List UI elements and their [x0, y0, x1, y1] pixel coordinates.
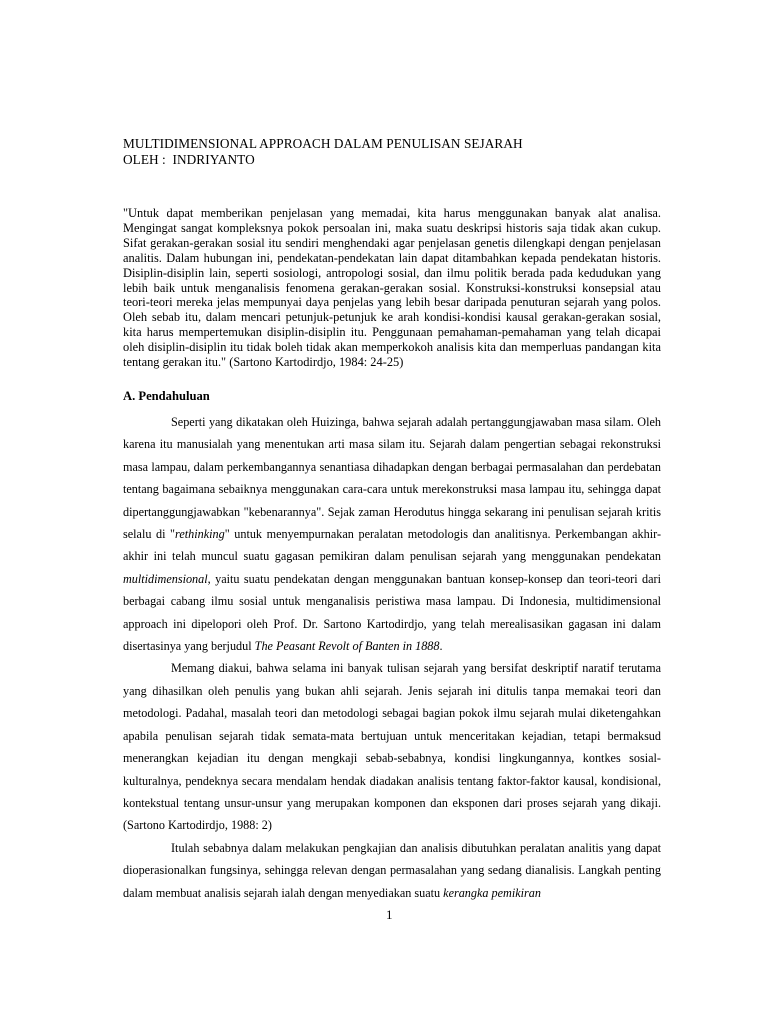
paragraph-3-italic-kerangka: kerangka pemikiran [443, 885, 541, 900]
paragraph-1-part-c: , yaitu suatu pendekatan dengan menggunakan bantuan konsep-konsep dan teori-teori dari berbagai cabang ilmu sosial untuk menganalisis peristiwa masa lampau. Di Indonesia, multidimensional approach ini dipelopori oleh Prof. Dr. Sartono Kartodirdjo, yang telah merealisasikan gagasan ini dalam disertasinya yang berjudul [123, 571, 661, 654]
paragraph-1-part-a: Seperti yang dikatakan oleh Huizinga, bahwa sejarah adalah pertanggungjawaban masa silam. Oleh karena itu manusialah yang menentukan arti masa silam itu. Sejarah dalam pengertian sebagai rekonstruksi masa lampau, dalam perkembangannya senantiasa dihadapkan dengan berbagai permasalahan dan perdebatan tentang bagaimana sebaiknya menggunakan cara-cara untuk merekonstruksi masa lampau itu, sehingga dapat dipertanggungjawabkan "kebenarannya". Sejak zaman Herodutus hingga sekarang ini penulisan sejarah kritis selalu di " [123, 415, 661, 542]
page-number: 1 [386, 907, 393, 922]
paragraph-1-part-b: " untuk menyempurnakan peralatan metodologis dan analitisnya. Perkembangan akhir-akhir ini telah muncul suatu gagasan pemikiran dalam penulisan sejarah yang menggunakan pendekatan [123, 527, 661, 564]
document-title: MULTIDIMENSIONAL APPROACH DALAM PENULISAN SEJARAH [123, 136, 523, 151]
document-heading [123, 136, 663, 168]
paragraph-3-part-a: Itulah sebabnya dalam melakukan pengkajian dan analisis dibutuhkan peralatan analitis yang dapat dioperasionalkan fungsinya, sehingga relevan dengan permasalahan yang sedang dianalisis. Langkah penting dalam membuat analisis sejarah ialah dengan menyediakan suatu [123, 840, 661, 900]
section-title: A. Pendahuluan [123, 389, 210, 403]
paragraph-1-part-d: . [439, 639, 443, 654]
paragraph-1-italic-multidimensional: multidimensional [123, 571, 208, 586]
paragraph-1-italic-rethinking: rethinking [175, 527, 225, 542]
document-author: OLEH : INDRIYANTO [123, 152, 255, 167]
paragraph-3 [123, 837, 661, 904]
opening-quote: "Untuk dapat memberikan penjelasan yang memadai, kita harus menggunakan banyak alat analisa. Mengingat sangat kompleksnya pokok persoalan ini, maka suatu deskripsi historis saja tidak akan cukup. Sifat gerakan-gerakan sosial itu sendiri menghendaki agar penjelasan genetis dilengkapi dengan penjelasan analitis. Dalam hubungan ini, pendekatan-pendekatan lain dapat ditambahkan kepada pendekatan historis. Disiplin-disiplin lain, seperti sosiologi, antropologi sosial, dan ilmu politik berada pada kedudukan yang lebih baik untuk menganalisis fenomena gerakan-gerakan sosial. Konstruksi-konstruksi konsepsial atau teori-teori mereka jelas mempunyai daya penjelas yang lebih besar daripada penuturan sejarah yang polos. Oleh sebab itu, dalam mencari petunjuk-petunjuk ke arah kondisi-kondisi kausal gerakan-gerakan sosial, kita harus mempertemukan disiplin-disiplin itu. Penggunaan pemahaman-pemahaman yang telah dicapai oleh disiplin-disiplin itu tidak boleh tidak akan memperkokoh analisis kita dan memperluas pandangan kita tentang gerakan itu." (Sartono Kartodirdjo, 1984: 24-25) [123, 206, 661, 370]
paragraph-1 [123, 411, 661, 657]
paragraph-1-italic-book-title: The Peasant Revolt of Banten in 1888 [254, 639, 440, 654]
body-text [123, 411, 661, 904]
paragraph-2: Memang diakui, bahwa selama ini banyak tulisan sejarah yang bersifat deskriptif naratif terutama yang dihasilkan oleh penulis yang bukan ahli sejarah. Jenis sejarah ini ditulis tanpa memakai teori dan metodologi. Padahal, masalah teori dan metodologi sebagai bagian pokok ilmu sejarah mulai diketengahkan apabila penulisan sejarah tidak semata-mata bertujuan untuk menceritakan kejadian, tetapi bermaksud menerangkan kejadian itu dengan mengkaji sebab-sebabnya, kondisi lingkungannya, kontkes sosial-kulturalnya, pendeknya secara mendalam hendak diadakan analisis tentang faktor-faktor kausal, kondisional, kontekstual tentang unsur-unsur yang merupakan komponen dan eksponen dari proses sejarah yang dikaji. (Sartono Kartodirdjo, 1988: 2) [123, 661, 661, 833]
